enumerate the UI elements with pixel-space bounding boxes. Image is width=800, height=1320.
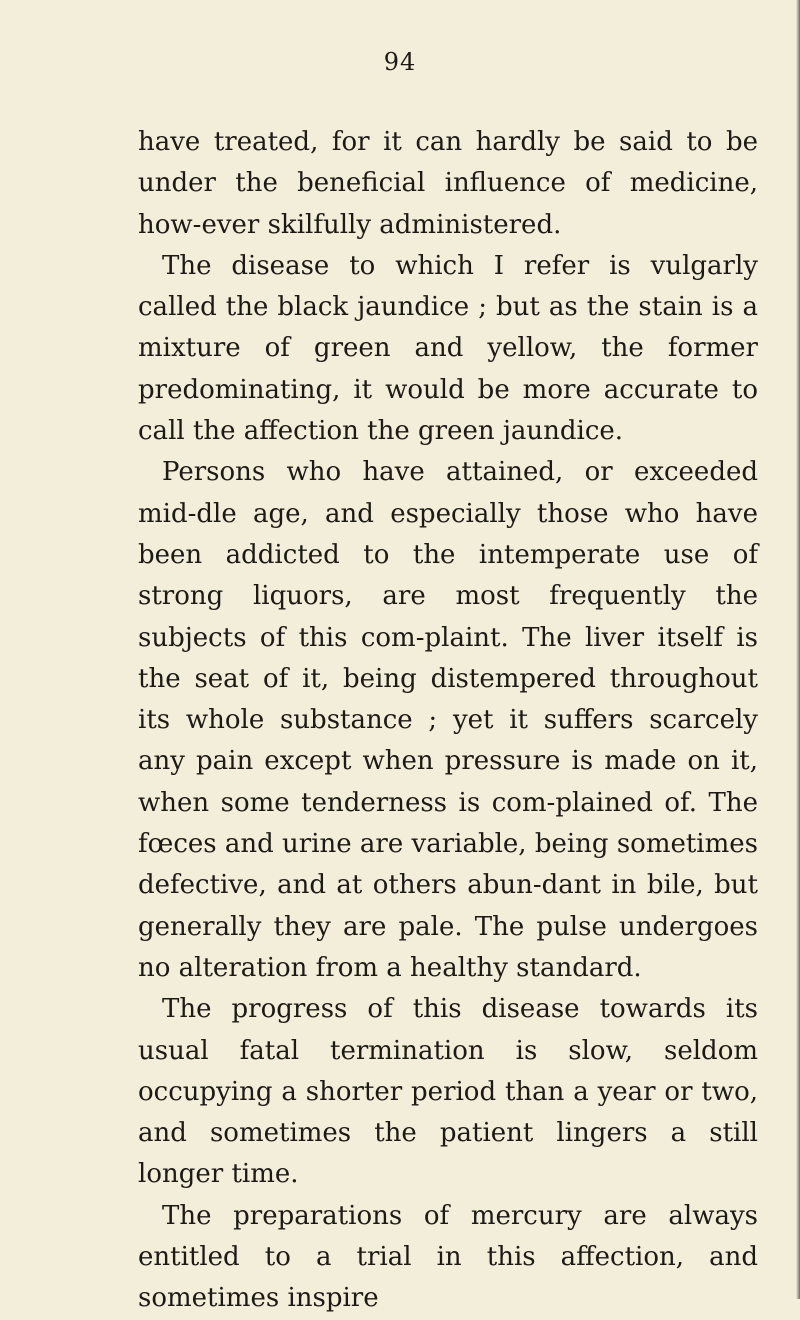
paragraph-1: have treated, for it can hardly be said to be under the beneficial influence of medicine, how-ever skilfully administered. bbox=[138, 127, 758, 240]
body-text bbox=[138, 122, 758, 1320]
paragraph-5: The preparations of mercury are always entitled to a trial in this affection, and sometimes inspire bbox=[138, 1200, 758, 1314]
paragraph-2: The disease to which I refer is vulgarly called the black jaundice ; but as the stain is a mixture of green and yellow, the former predominating, it would be more accurate to call the affection the green jaundice. bbox=[138, 250, 758, 447]
paragraph-3: Persons who have attained, or exceeded mid-dle age, and especially those who have been addicted to the intemperate use of strong liquors, are most frequently the subjects of this com-plaint. The liver itself is the seat of it, being distempered throughout its whole substance ; yet it suffers scarcely any pain except when pressure is made on it, when some tenderness is com-plained of. The fœces and urine are variable, being sometimes defective, and at others abun-dant in bile, but generally they are pale. The pulse undergoes no alteration from a healthy standard. bbox=[138, 457, 759, 983]
page-edge-shadow bbox=[796, 0, 800, 1299]
paragraph-4: The progress of this disease towards its usual fatal termination is slow, seldom occupying a shorter period than a year or two, and sometimes the patient lingers a still longer time. bbox=[138, 994, 758, 1190]
page-number: 94 bbox=[383, 48, 417, 76]
